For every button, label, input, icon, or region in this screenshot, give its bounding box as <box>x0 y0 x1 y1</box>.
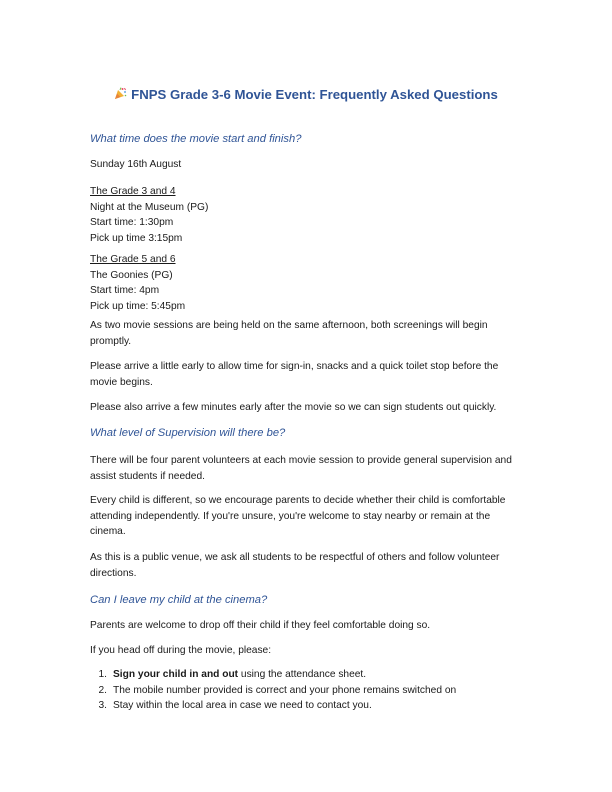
paragraph-sign-out <box>90 400 522 416</box>
paragraph-volunteers <box>90 453 522 484</box>
section-heading-leave-child: Can I leave my child at the cinema? <box>90 594 268 606</box>
list-item-text: The mobile number provided is correct and your phone remains switched on <box>113 684 457 696</box>
instructions-list <box>90 667 522 714</box>
list-item <box>90 667 522 683</box>
list-item-bold: Sign your child in and out <box>113 669 239 680</box>
page-title-text: FNPS Grade 3-6 Movie Event: Frequently Asked Questions <box>131 87 498 102</box>
pickup-time: Pick up time: 5:45pm <box>90 300 186 312</box>
list-number: 2. <box>98 684 107 696</box>
section-heading-supervision: What level of Supervision will there be? <box>90 427 286 439</box>
paragraph-line: assist students if needed. <box>90 470 205 482</box>
paragraph-line: As this is a public venue, we ask all students to be respectful of others and follow volunteer <box>90 552 500 563</box>
paragraph-drop-off <box>90 618 522 634</box>
movie-title: The Goonies (PG) <box>90 269 173 281</box>
paragraph-line: promptly. <box>90 335 132 347</box>
party-popper-icon <box>114 87 127 100</box>
paragraph-line: attending independently. If you're unsure, you're welcome to stay nearby or remain at the <box>90 510 491 522</box>
list-number: 3. <box>98 700 107 712</box>
group-label: The Grade 3 and 4 <box>90 186 176 197</box>
list-item <box>90 683 522 699</box>
group-label: The Grade 5 and 6 <box>90 254 176 265</box>
event-date <box>90 157 522 173</box>
paragraph-line: There will be four parent volunteers at each movie session to provide general supervision and <box>90 455 512 466</box>
page-title <box>90 86 522 104</box>
group-grade-5-6 <box>90 252 522 314</box>
paragraph-line: Please also arrive a few minutes early after the movie so we can sign students out quickly. <box>90 402 497 413</box>
paragraph-line: cinema. <box>90 526 126 538</box>
paragraph-line: If you head off during the movie, please: <box>90 645 272 656</box>
paragraph-line: directions. <box>90 567 137 579</box>
start-time: Start time: 1:30pm <box>90 217 174 229</box>
movie-title: Night at the Museum (PG) <box>90 201 209 213</box>
list-item-text: Stay within the local area in case we need to contact you. <box>113 700 372 712</box>
paragraph-line: Please arrive a little early to allow time for sign-in, snacks and a quick toilet stop before the <box>90 361 499 372</box>
start-time: Start time: 4pm <box>90 285 160 297</box>
paragraph-line: movie begins. <box>90 376 153 388</box>
pickup-time: Pick up time 3:15pm <box>90 232 183 244</box>
section-heading-times: What time does the movie start and finish? <box>90 133 302 145</box>
paragraph-sessions <box>90 318 522 349</box>
paragraph-head-off <box>90 643 522 659</box>
paragraph-every-child <box>90 493 522 540</box>
paragraph-public-venue <box>90 550 522 581</box>
list-item-text: using the attendance sheet. <box>238 669 367 680</box>
paragraph-line: Parents are welcome to drop off their child if they feel comfortable doing so. <box>90 620 431 631</box>
event-date-text: Sunday 16th August <box>90 159 182 170</box>
list-number: 1. <box>98 669 107 680</box>
paragraph-line: Every child is different, so we encourage parents to decide whether their child is comfortable <box>90 495 506 506</box>
paragraph-line: As two movie sessions are being held on the same afternoon, both screenings will begin <box>90 320 488 331</box>
paragraph-arrive-early <box>90 359 522 390</box>
list-item <box>90 698 522 714</box>
group-grade-3-4 <box>90 184 522 246</box>
